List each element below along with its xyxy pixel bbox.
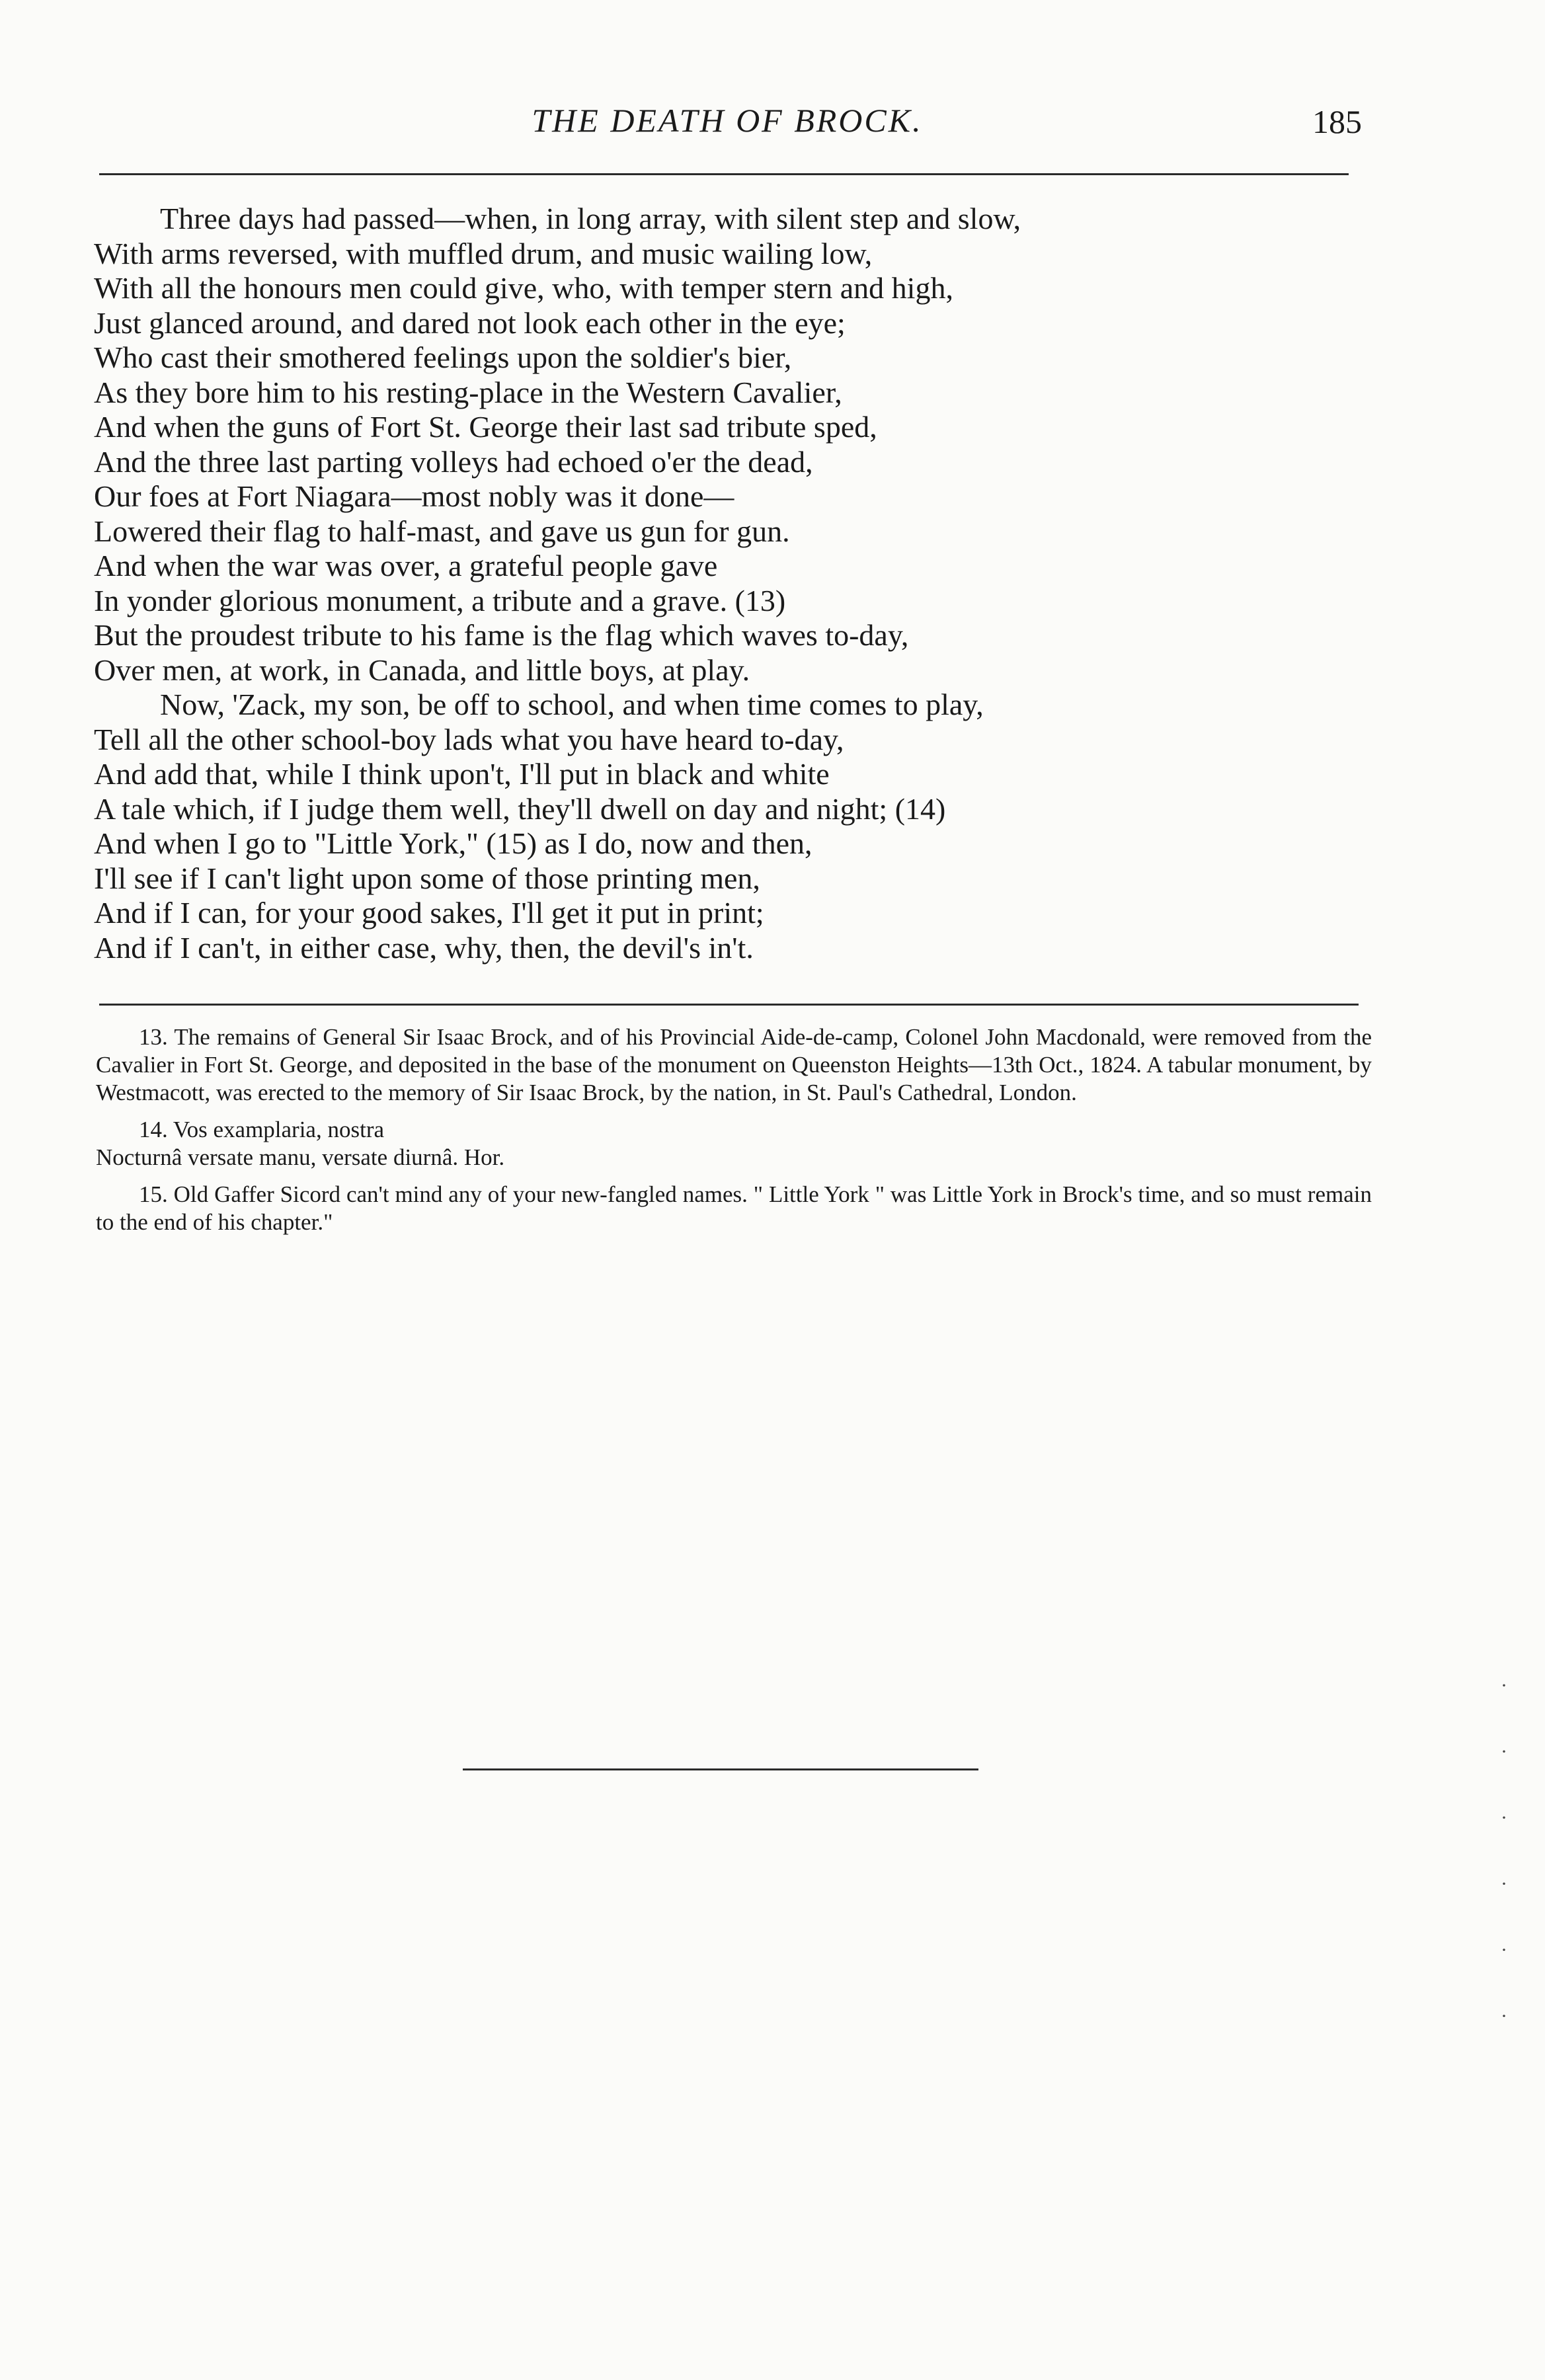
poem-line: A tale which, if I judge them well, they'll dwell on day and night; (14) [94, 791, 946, 826]
poem-line: And when the war was over, a grateful people gave [94, 549, 718, 582]
poem [94, 202, 1350, 965]
end-rule [463, 1768, 978, 1770]
poem-line: And when I go to "Little York," (15) as I do, now and then, [94, 826, 812, 860]
poem-line: Who cast their smothered feelings upon the soldier's bier, [94, 340, 792, 374]
poem-line: Lowered their flag to half-mast, and gave us gun for gun. [94, 514, 790, 548]
poem-line: In yonder glorious monument, a tribute and a grave. (13) [94, 583, 786, 617]
poem-line: And the three last parting volleys had echoed o'er the dead, [94, 444, 813, 479]
footnote-rule [99, 1004, 1359, 1006]
poem-line: And if I can, for your good sakes, I'll get it put in print; [94, 896, 764, 930]
poem-line: With all the honours men could give, who, with temper stern and high, [94, 271, 953, 305]
header-rule [99, 173, 1349, 175]
footnote-15: 15. Old Gaffer Sicord can't mind any of your new-fangled names. " Little York " was Little York in Brock's time, and so must remain to the end of his chapter." [96, 1181, 1372, 1235]
poem-line: Our foes at Fort Niagara—most nobly was it done— [94, 479, 734, 513]
poem-line: Over men, at work, in Canada, and little boys, at play. [94, 653, 750, 687]
running-title: THE DEATH OF BROCK. [532, 102, 923, 139]
footnotes [96, 1023, 1372, 1246]
footnote-13: 13. The remains of General Sir Isaac Brock, and of his Provincial Aide-de-camp, Colonel John Macdonald, were removed from the Cavalier in Fort St. George, and deposited in the base of the monument on Queenston Heights—13th Oct., 1824. A tabular monument, by Westmacott, was erected to the memory of Sir Isaac Brock, by the nation, in St. Paul's Cathedral, London. [96, 1024, 1372, 1105]
poem-line: And add that, while I think upon't, I'll put in black and white [94, 757, 830, 791]
page-number: 185 [1312, 103, 1362, 140]
poem-line: And when the guns of Fort St. George their last sad tribute sped, [94, 410, 877, 444]
footnote-14-line-1: 14. Vos examplaria, nostra [139, 1117, 385, 1142]
scan-specks: · · · · · · [1501, 1675, 1507, 2027]
poem-line: But the proudest tribute to his fame is the flag which waves to-day, [94, 618, 909, 652]
footnote-14-line-2: Nocturnâ versate manu, versate diurnâ. Hor. [96, 1144, 505, 1170]
running-head [99, 96, 1362, 149]
poem-line: Tell all the other school-boy lads what you have heard to-day, [94, 722, 844, 756]
poem-line: As they bore him to his resting-place in the Western Cavalier, [94, 375, 842, 409]
poem-line: Just glanced around, and dared not look each other in the eye; [94, 305, 846, 340]
poem-line: And if I can't, in either case, why, then, the devil's in't. [94, 930, 754, 965]
poem-line: Now, 'Zack, my son, be off to school, and when time comes to play, [160, 688, 984, 721]
poem-line: With arms reversed, with muffled drum, and music wailing low, [94, 236, 873, 270]
poem-line: I'll see if I can't light upon some of those printing men, [94, 861, 760, 895]
poem-line: Three days had passed—when, in long array, with silent step and slow, [160, 202, 1021, 235]
